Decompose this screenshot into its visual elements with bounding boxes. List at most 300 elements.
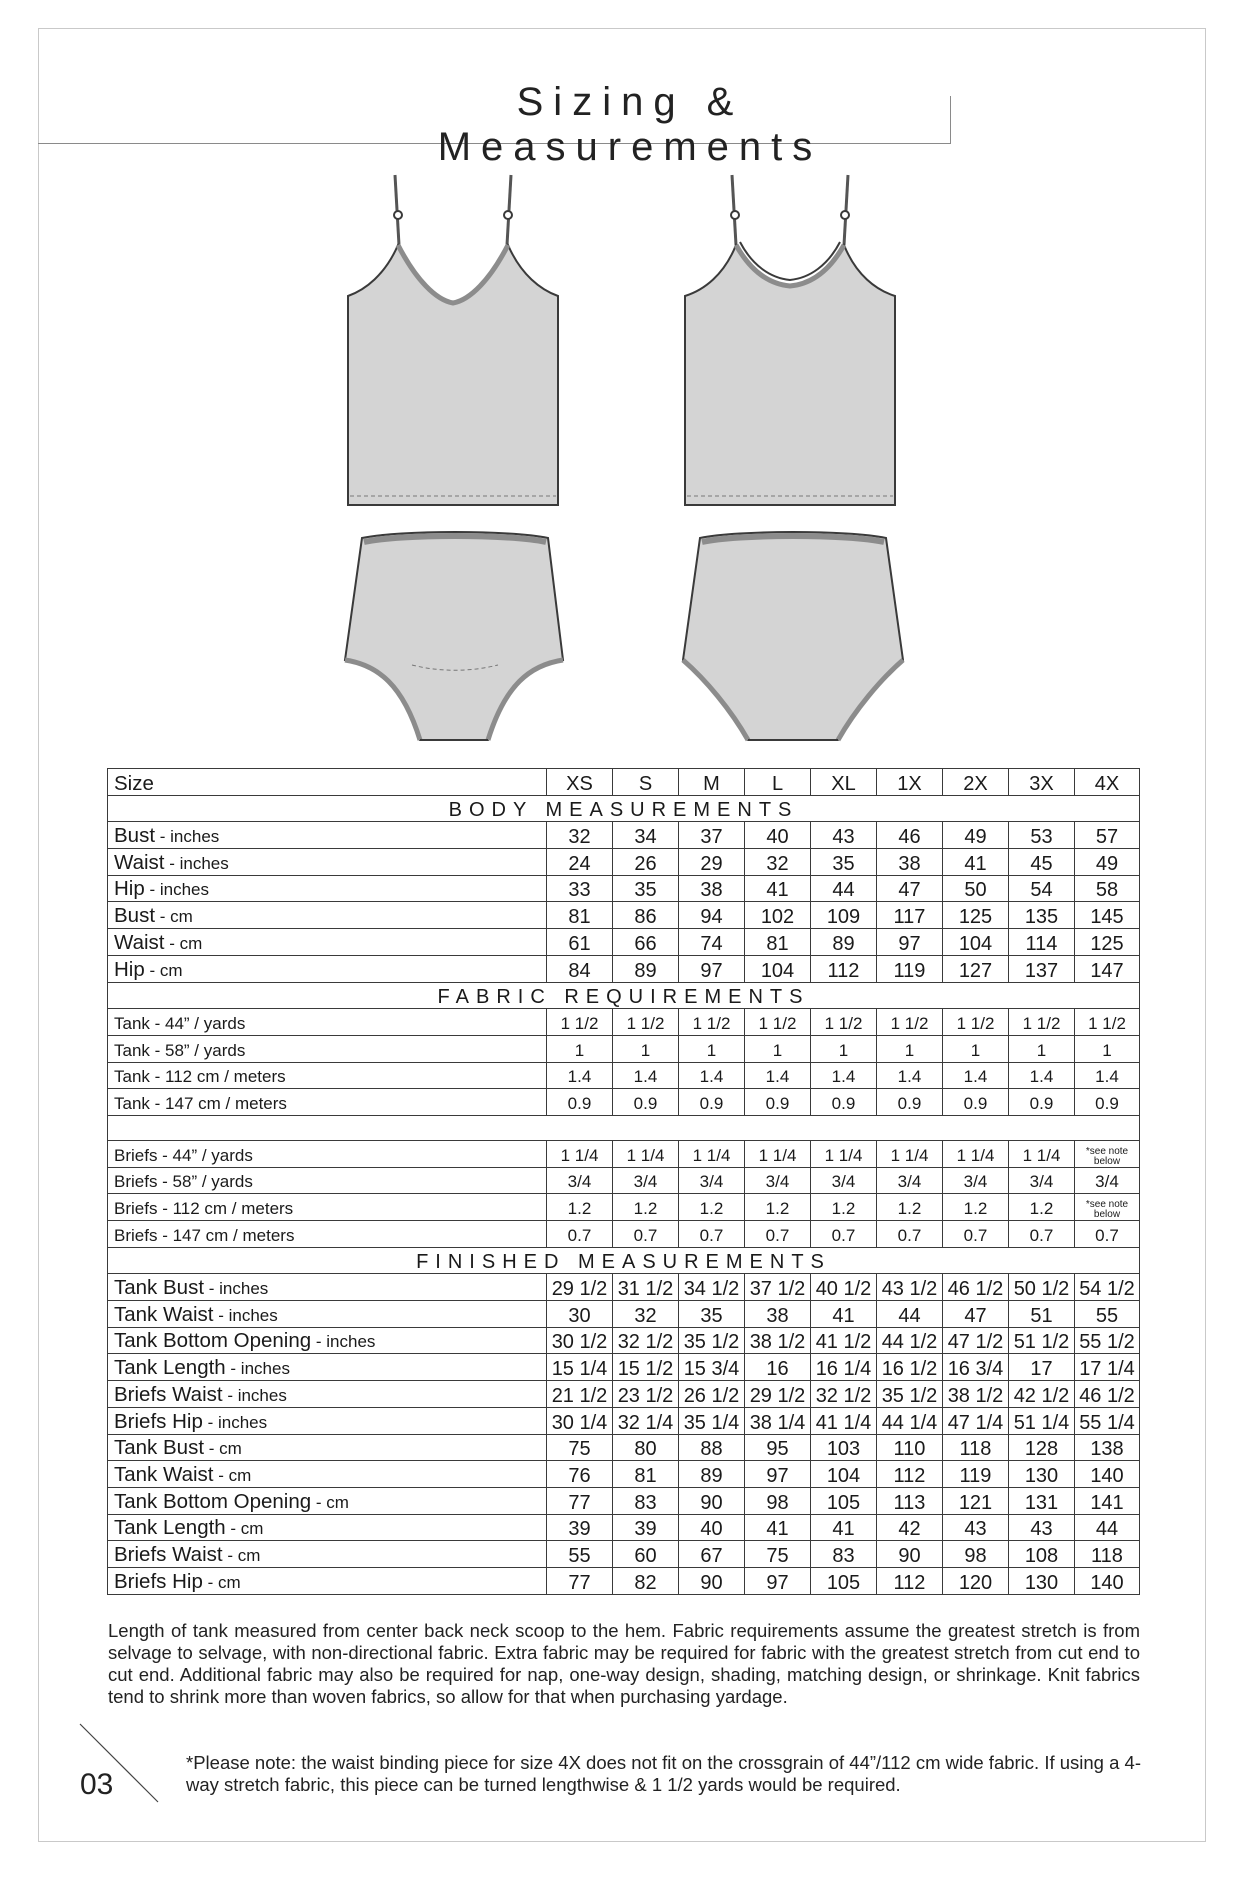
value-cell: 58 [1075, 875, 1140, 902]
table-row [108, 1354, 1140, 1381]
row-label-name: Bust [114, 824, 156, 848]
value-cell: 3/4 [613, 1167, 679, 1194]
row-label-unit: - 112 cm / meters [149, 1067, 286, 1087]
row-label-name: Hip [114, 877, 145, 901]
value-cell: 1.4 [1075, 1062, 1140, 1089]
value-cell: 51 [1009, 1301, 1075, 1328]
value-cell: 47 1/2 [943, 1327, 1009, 1354]
value-cell: 38 [877, 849, 943, 876]
row-label [108, 955, 547, 982]
value-cell: 32 [745, 849, 811, 876]
table-row [108, 1301, 1140, 1328]
row-label-name: Briefs - 44” / yards [114, 1145, 253, 1165]
value-cell: 97 [745, 1461, 811, 1488]
value-cell: 1.4 [877, 1062, 943, 1089]
value-cell: 17 1/4 [1075, 1354, 1140, 1381]
value-cell: 104 [943, 929, 1009, 956]
row-label-unit: - inches [164, 853, 229, 873]
value-cell: 0.9 [547, 1089, 613, 1116]
spacer-row [108, 1115, 1140, 1140]
row-label [108, 1461, 547, 1488]
value-cell: 0.9 [1009, 1089, 1075, 1116]
value-cell: 1.4 [943, 1062, 1009, 1089]
row-label-unit: - cm [155, 907, 193, 927]
value-cell: 35 [613, 875, 679, 902]
value-cell: 44 1/2 [877, 1327, 943, 1354]
row-label [108, 875, 547, 902]
value-cell: 0.9 [679, 1089, 745, 1116]
value-cell: 105 [811, 1567, 877, 1594]
value-cell: 120 [943, 1567, 1009, 1594]
table-row [108, 875, 1140, 902]
table-row [108, 1381, 1140, 1408]
value-cell: 1 1/4 [1009, 1140, 1075, 1167]
value-cell: 130 [1009, 1567, 1075, 1594]
row-label-unit: - cm [144, 960, 183, 980]
table-row [108, 929, 1140, 956]
value-cell: 51 1/4 [1009, 1407, 1075, 1434]
row-label [108, 1434, 547, 1461]
value-cell: 0.7 [613, 1221, 679, 1248]
row-label [108, 1194, 547, 1221]
value-cell: 15 1/4 [547, 1354, 613, 1381]
size-header-xl: XL [811, 769, 877, 796]
value-cell: 103 [811, 1434, 877, 1461]
value-cell: 44 [877, 1301, 943, 1328]
row-label-unit: - 147 cm / meters [149, 1093, 287, 1113]
value-cell: 112 [877, 1461, 943, 1488]
row-label-unit: - cm [164, 933, 203, 953]
value-cell: 119 [943, 1461, 1009, 1488]
value-cell: 39 [547, 1514, 613, 1541]
value-cell: 29 1/2 [745, 1381, 811, 1408]
value-cell: 1 1/2 [547, 1009, 613, 1036]
value-cell: 1 1/2 [877, 1009, 943, 1036]
value-cell: 1 1/2 [745, 1009, 811, 1036]
value-cell: 15 3/4 [679, 1354, 745, 1381]
value-cell: 81 [547, 902, 613, 929]
table-row [108, 1089, 1140, 1116]
value-cell: 1 [877, 1035, 943, 1062]
footnote: *Please note: the waist binding piece for size 4X does not fit on the crossgrain of 44”/112 cm wide fabric. If using a 4-way stretch fabric, this piece can be turned lengthwise & 1 1/2 yards would be required. [186, 1752, 1141, 1795]
value-cell: 46 1/2 [943, 1274, 1009, 1301]
value-cell: 29 1/2 [547, 1274, 613, 1301]
value-cell: *see note below [1075, 1194, 1140, 1221]
value-cell: 1 [811, 1035, 877, 1062]
value-cell: 1.4 [811, 1062, 877, 1089]
table-row [108, 1221, 1140, 1248]
value-cell: 137 [1009, 955, 1075, 982]
row-label-name: Tank Bottom Opening [114, 1329, 312, 1353]
sizing-table-body [108, 769, 1140, 1595]
value-cell: 30 1/4 [547, 1407, 613, 1434]
value-cell: 41 1/2 [811, 1327, 877, 1354]
row-label-name: Briefs Hip [114, 1409, 203, 1433]
value-cell: 61 [547, 929, 613, 956]
value-cell: 55 1/4 [1075, 1407, 1140, 1434]
value-cell: 41 [811, 1301, 877, 1328]
value-cell: 54 [1009, 875, 1075, 902]
value-cell: 121 [943, 1487, 1009, 1514]
value-cell: 105 [811, 1487, 877, 1514]
value-cell: 1 1/4 [811, 1140, 877, 1167]
size-header-1x: 1X [877, 769, 943, 796]
value-cell: 32 [613, 1301, 679, 1328]
value-cell: 0.9 [1075, 1089, 1140, 1116]
row-label-name: Tank [114, 1067, 150, 1087]
value-cell: 0.9 [943, 1089, 1009, 1116]
row-label [108, 1487, 547, 1514]
row-label-unit: - cm [213, 1465, 252, 1485]
value-cell: 3/4 [745, 1167, 811, 1194]
value-cell: 38 [679, 875, 745, 902]
value-cell: 38 [745, 1301, 811, 1328]
value-cell: 102 [745, 902, 811, 929]
table-row [108, 1035, 1140, 1062]
table-row [108, 1407, 1140, 1434]
value-cell: 0.7 [547, 1221, 613, 1248]
value-cell: 1 1/2 [943, 1009, 1009, 1036]
value-cell: 1 [1009, 1035, 1075, 1062]
row-label-unit: - inches [144, 880, 210, 900]
value-cell: 0.7 [943, 1221, 1009, 1248]
value-cell: 145 [1075, 902, 1140, 929]
value-cell: 125 [1075, 929, 1140, 956]
row-label-unit: - inches [225, 1359, 290, 1379]
value-cell: 1 1/2 [1009, 1009, 1075, 1036]
value-cell: 104 [811, 1461, 877, 1488]
value-cell: 86 [613, 902, 679, 929]
value-cell: 1.4 [547, 1062, 613, 1089]
row-label-name: Briefs [114, 1199, 158, 1218]
value-cell: 90 [877, 1541, 943, 1568]
value-cell: 33 [547, 875, 613, 902]
value-cell: 3/4 [1009, 1167, 1075, 1194]
value-cell: 1.2 [679, 1194, 745, 1221]
value-cell: 1 [547, 1035, 613, 1062]
value-cell: 95 [745, 1434, 811, 1461]
value-cell: 1.2 [811, 1194, 877, 1221]
table-row [108, 1274, 1140, 1301]
value-cell: 16 [745, 1354, 811, 1381]
row-label-name: Briefs Waist [114, 1542, 223, 1566]
value-cell: 0.7 [745, 1221, 811, 1248]
value-cell: 1.4 [679, 1062, 745, 1089]
row-label [108, 1567, 547, 1594]
value-cell: 29 [679, 849, 745, 876]
value-cell: 125 [943, 902, 1009, 929]
value-cell: 82 [613, 1567, 679, 1594]
value-cell: 41 [943, 849, 1009, 876]
value-cell: 84 [547, 955, 613, 982]
row-label-unit: - 147 cm / meters [157, 1225, 295, 1245]
value-cell: 32 1/2 [613, 1327, 679, 1354]
value-cell: 43 1/2 [877, 1274, 943, 1301]
value-cell: 53 [1009, 822, 1075, 849]
value-cell: 35 [811, 849, 877, 876]
value-cell: 80 [613, 1434, 679, 1461]
value-cell: 1.2 [613, 1194, 679, 1221]
row-label [108, 1062, 547, 1089]
value-cell: 1.4 [613, 1062, 679, 1089]
value-cell: 94 [679, 902, 745, 929]
row-label-name: Hip [114, 957, 145, 981]
row-label-name: Tank Bust [114, 1276, 205, 1300]
row-label-unit: - cm [311, 1492, 349, 1512]
value-cell: 130 [1009, 1461, 1075, 1488]
value-cell: 131 [1009, 1487, 1075, 1514]
row-label [108, 1407, 547, 1434]
value-cell: 24 [547, 849, 613, 876]
value-cell: 0.7 [811, 1221, 877, 1248]
value-cell: 41 [745, 875, 811, 902]
value-cell: 54 1/2 [1075, 1274, 1140, 1301]
value-cell: 39 [613, 1514, 679, 1541]
value-cell: 118 [1075, 1541, 1140, 1568]
value-cell: 50 1/2 [1009, 1274, 1075, 1301]
value-cell: 1.4 [745, 1062, 811, 1089]
value-cell: 141 [1075, 1487, 1140, 1514]
value-cell: 49 [943, 822, 1009, 849]
value-cell: 44 1/4 [877, 1407, 943, 1434]
value-cell: 40 [745, 822, 811, 849]
value-cell: 112 [811, 955, 877, 982]
value-cell: 90 [679, 1487, 745, 1514]
value-cell: 83 [811, 1541, 877, 1568]
value-cell: 67 [679, 1541, 745, 1568]
table-row [108, 1194, 1140, 1221]
value-cell: 113 [877, 1487, 943, 1514]
value-cell: 0.7 [1009, 1221, 1075, 1248]
value-cell: 0.7 [1075, 1221, 1140, 1248]
value-cell: 42 1/2 [1009, 1381, 1075, 1408]
row-label-unit: - cm [204, 1439, 242, 1459]
value-cell: 40 [679, 1514, 745, 1541]
value-cell: 74 [679, 929, 745, 956]
value-cell: 112 [877, 1567, 943, 1594]
value-cell: 110 [877, 1434, 943, 1461]
section-heading: FINISHED MEASUREMENTS [108, 1247, 1140, 1274]
table-row [108, 1327, 1140, 1354]
size-header-label: Size [108, 769, 547, 796]
row-label-name: Tank [114, 1093, 150, 1113]
value-cell: 49 [1075, 849, 1140, 876]
value-cell: 40 1/2 [811, 1274, 877, 1301]
row-label-unit: - cm [222, 1545, 261, 1565]
value-cell: 119 [877, 955, 943, 982]
row-label-unit: - cm [202, 1572, 241, 1592]
value-cell: 32 1/2 [811, 1381, 877, 1408]
value-cell: 66 [613, 929, 679, 956]
table-row [108, 849, 1140, 876]
value-cell: 117 [877, 902, 943, 929]
row-label-unit: - inches [213, 1305, 278, 1325]
value-cell: 3/4 [679, 1167, 745, 1194]
value-cell: 42 [877, 1514, 943, 1541]
value-cell: 88 [679, 1434, 745, 1461]
row-label [108, 1221, 547, 1248]
value-cell: 43 [943, 1514, 1009, 1541]
table-row [108, 822, 1140, 849]
value-cell: 31 1/2 [613, 1274, 679, 1301]
value-cell: 138 [1075, 1434, 1140, 1461]
value-cell: 47 [877, 875, 943, 902]
row-label-unit: - inches [202, 1412, 268, 1432]
row-label-name: Tank Length [114, 1516, 226, 1540]
row-label [108, 1301, 547, 1328]
value-cell: 43 [811, 822, 877, 849]
sizing-table [107, 768, 1140, 1595]
value-cell: 1 1/2 [1075, 1009, 1140, 1036]
value-cell: 55 1/2 [1075, 1327, 1140, 1354]
size-header-m: M [679, 769, 745, 796]
value-cell: *see note below [1075, 1140, 1140, 1167]
value-cell: 35 1/2 [877, 1381, 943, 1408]
value-cell: 147 [1075, 955, 1140, 982]
value-cell: 75 [547, 1434, 613, 1461]
table-row [108, 1009, 1140, 1036]
value-cell: 1 1/4 [745, 1140, 811, 1167]
value-cell: 1.2 [943, 1194, 1009, 1221]
row-label [108, 902, 547, 929]
value-cell: 0.9 [613, 1089, 679, 1116]
value-cell: 1.2 [745, 1194, 811, 1221]
value-cell: 16 1/4 [811, 1354, 877, 1381]
value-cell: 3/4 [1075, 1167, 1140, 1194]
row-label-name: Tank Bust [114, 1436, 205, 1460]
value-cell: 97 [745, 1567, 811, 1594]
size-header-2x: 2X [943, 769, 1009, 796]
row-label-name: Waist [114, 850, 165, 874]
table-row [108, 1541, 1140, 1568]
section-row [108, 795, 1140, 822]
row-label-name: Briefs - 58” / yards [114, 1172, 253, 1192]
row-label [108, 1274, 547, 1301]
value-cell: 108 [1009, 1541, 1075, 1568]
value-cell: 3/4 [547, 1167, 613, 1194]
row-label-name: Waist [114, 930, 165, 954]
value-cell: 26 1/2 [679, 1381, 745, 1408]
value-cell: 135 [1009, 902, 1075, 929]
row-label-name: Tank - 58” / yards [114, 1040, 246, 1060]
value-cell: 37 [679, 822, 745, 849]
value-cell: 89 [679, 1461, 745, 1488]
value-cell: 97 [679, 955, 745, 982]
value-cell: 109 [811, 902, 877, 929]
value-cell: 1 [745, 1035, 811, 1062]
value-cell: 34 [613, 822, 679, 849]
value-cell: 3/4 [811, 1167, 877, 1194]
value-cell: 34 1/2 [679, 1274, 745, 1301]
value-cell: 98 [745, 1487, 811, 1514]
value-cell: 81 [613, 1461, 679, 1488]
table-row [108, 1140, 1140, 1167]
row-label-name: Tank Length [114, 1356, 226, 1380]
value-cell: 16 1/2 [877, 1354, 943, 1381]
value-cell: 76 [547, 1461, 613, 1488]
table-row [108, 902, 1140, 929]
value-cell: 77 [547, 1487, 613, 1514]
section-heading: BODY MEASUREMENTS [108, 795, 1140, 822]
value-cell: 1 1/4 [613, 1140, 679, 1167]
value-cell: 46 [877, 822, 943, 849]
table-row [108, 1567, 1140, 1594]
value-cell: 89 [811, 929, 877, 956]
value-cell: 3/4 [943, 1167, 1009, 1194]
value-cell: 1 [1075, 1035, 1140, 1062]
tank-front-illustration [348, 175, 558, 505]
value-cell: 17 [1009, 1354, 1075, 1381]
value-cell: 1.4 [1009, 1062, 1075, 1089]
value-cell: 90 [679, 1567, 745, 1594]
section-heading: FABRIC REQUIREMENTS [108, 982, 1140, 1009]
value-cell: 23 1/2 [613, 1381, 679, 1408]
value-cell: 140 [1075, 1461, 1140, 1488]
row-label-unit: - cm [225, 1519, 264, 1539]
size-header-l: L [745, 769, 811, 796]
tank-back-illustration [685, 175, 895, 505]
row-label-name: Bust [114, 904, 156, 928]
table-row [108, 1514, 1140, 1541]
value-cell: 89 [613, 955, 679, 982]
table-row [108, 1062, 1140, 1089]
row-label-name: Tank Waist [114, 1302, 214, 1326]
value-cell: 1 1/4 [877, 1140, 943, 1167]
row-label [108, 1381, 547, 1408]
value-cell: 1 [679, 1035, 745, 1062]
value-cell: 41 1/4 [811, 1407, 877, 1434]
value-cell: 0.9 [877, 1089, 943, 1116]
notes-paragraph: Length of tank measured from center back neck scoop to the hem. Fabric requirements assume the greatest stretch is from selvage to selvage, with non-directional fabric. Extra fabric may be required for fabric with the greatest stretch from cut end to cut end. Additional fabric may also be required for nap, one-way design, shading, matching design, or shrinkage. Knit fabrics tend to shrink more than woven fabrics, so allow for that when purchasing yardage. [108, 1620, 1140, 1707]
value-cell: 1 1/2 [613, 1009, 679, 1036]
row-label-name: Tank Waist [114, 1462, 214, 1486]
value-cell: 0.7 [679, 1221, 745, 1248]
value-cell: 77 [547, 1567, 613, 1594]
table-row [108, 1487, 1140, 1514]
value-cell: 55 [1075, 1301, 1140, 1328]
row-label-name: Briefs Hip [114, 1569, 203, 1593]
section-row [108, 982, 1140, 1009]
row-label-name: Briefs [114, 1225, 158, 1245]
row-label [108, 1354, 547, 1381]
value-cell: 37 1/2 [745, 1274, 811, 1301]
value-cell: 47 1/4 [943, 1407, 1009, 1434]
section-row [108, 1247, 1140, 1274]
value-cell: 57 [1075, 822, 1140, 849]
title-rule-tick [950, 96, 951, 144]
size-header-3x: 3X [1009, 769, 1075, 796]
row-label-unit: - inches [222, 1385, 287, 1405]
table-row [108, 1434, 1140, 1461]
value-cell: 15 1/2 [613, 1354, 679, 1381]
value-cell: 0.7 [877, 1221, 943, 1248]
value-cell: 32 [547, 822, 613, 849]
value-cell: 3/4 [877, 1167, 943, 1194]
value-cell: 104 [745, 955, 811, 982]
value-cell: 1 1/2 [811, 1009, 877, 1036]
value-cell: 1 [613, 1035, 679, 1062]
value-cell: 98 [943, 1541, 1009, 1568]
page-title: Sizing & Measurements [437, 80, 823, 169]
row-label [108, 1009, 547, 1036]
row-label [108, 1089, 547, 1116]
value-cell: 35 [679, 1301, 745, 1328]
table-header-row [108, 769, 1140, 796]
row-label [108, 929, 547, 956]
value-cell: 118 [943, 1434, 1009, 1461]
row-label [108, 849, 547, 876]
row-label [108, 1327, 547, 1354]
